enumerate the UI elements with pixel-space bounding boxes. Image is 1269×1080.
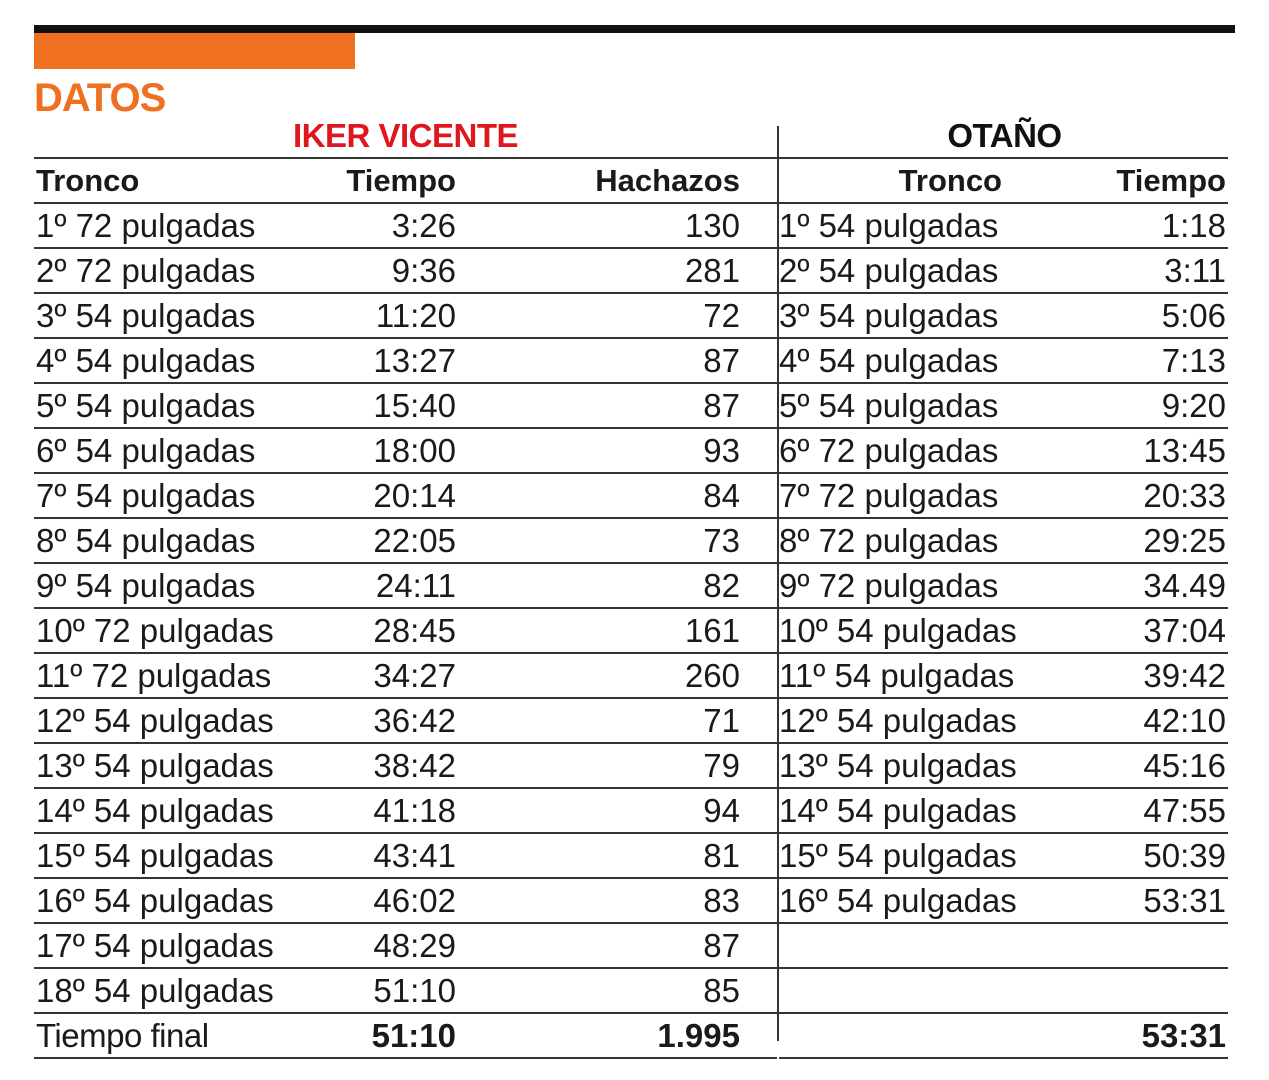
section-title: DATOS [34,76,166,120]
total-row [34,1014,777,1059]
header-tiempo: Tiempo [346,163,456,198]
cell-tronco: 5º 54 pulgadas [779,387,999,424]
empty-row [779,969,1228,1014]
table-row [34,699,777,744]
cell-tiempo: 46:02 [373,882,456,919]
cell-hachazos: 81 [703,837,740,874]
player1-name: IKER VICENTE [292,117,519,154]
cell-tiempo: 41:18 [373,792,456,829]
cell-tiempo: 3:11 [1164,252,1226,289]
cell-tronco: 15º 54 pulgadas [779,837,1017,874]
cell-tiempo: 13:45 [1143,432,1226,469]
cell-tronco: 7º 72 pulgadas [779,477,999,514]
cell-tronco: 16º 54 pulgadas [36,882,274,919]
cell-hachazos: 87 [703,927,740,964]
cell-tiempo: 24:11 [375,567,456,604]
table-header-row [779,159,1228,204]
cell-tiempo: 15:40 [373,387,456,424]
table-row [34,384,777,429]
cell-hachazos: 83 [703,882,740,919]
cell-hachazos: 130 [684,207,740,244]
table-row [779,699,1228,744]
cell-tiempo: 22:05 [373,522,456,559]
empty-row [779,924,1228,969]
table-row [34,969,777,1014]
table-row [34,879,777,924]
table-row [34,339,777,384]
cell-tronco: 11º 72 pulgadas [36,657,272,694]
cell-tiempo: 9:20 [1161,387,1226,424]
cell-tiempo: 43:41 [373,837,456,874]
cell-tronco: 7º 54 pulgadas [36,477,256,514]
cell-hachazos: 79 [703,747,740,784]
cell-tronco: 1º 72 pulgadas [36,207,256,244]
total-label: Tiempo final [36,1017,209,1054]
cell-tronco: 17º 54 pulgadas [36,927,274,964]
player1-table [34,157,777,1059]
cell-hachazos: 73 [703,522,740,559]
cell-tiempo: 50:39 [1143,837,1226,874]
table-row [34,924,777,969]
cell-tiempo: 47:55 [1143,792,1226,829]
cell-tronco: 3º 54 pulgadas [779,297,999,334]
cell-hachazos: 72 [703,297,740,334]
cell-tronco: 6º 54 pulgadas [36,432,256,469]
cell-tronco: 3º 54 pulgadas [36,297,256,334]
total-hachazos: 1.995 [657,1017,740,1054]
header-hachazos: Hachazos [595,163,740,198]
cell-tiempo: 1:18 [1161,207,1226,244]
table-row [34,744,777,789]
cell-tiempo: 5:06 [1161,297,1226,334]
table-row [779,294,1228,339]
cell-tiempo: 36:42 [373,702,456,739]
table-row [779,879,1228,924]
cell-tronco: 14º 54 pulgadas [779,792,1017,829]
cell-hachazos: 82 [703,567,740,604]
cell-tronco: 4º 54 pulgadas [36,342,256,379]
cell-tronco: 2º 72 pulgadas [36,252,256,289]
table-row [779,204,1228,249]
cell-tiempo: 38:42 [373,747,456,784]
table-row [779,609,1228,654]
cell-tiempo: 45:16 [1143,747,1226,784]
cell-tronco: 10º 72 pulgadas [36,612,274,649]
cell-hachazos: 260 [684,657,740,694]
cell-tronco: 18º 54 pulgadas [36,972,274,1009]
header-tronco: Tronco [898,163,1002,198]
cell-tronco: 4º 54 pulgadas [779,342,999,379]
cell-tronco: 16º 54 pulgadas [779,882,1017,919]
cell-hachazos: 93 [703,432,740,469]
cell-tiempo: 11:20 [375,297,456,334]
cell-tiempo: 29:25 [1143,522,1226,559]
table-row [779,654,1228,699]
cell-tronco: 12º 54 pulgadas [36,702,274,739]
cell-tiempo: 39:42 [1143,657,1226,694]
table-row [779,384,1228,429]
table-row [34,834,777,879]
cell-tronco: 11º 54 pulgadas [779,657,1015,694]
table-row [34,249,777,294]
cell-hachazos: 281 [684,252,740,289]
cell-tronco: 8º 54 pulgadas [36,522,256,559]
table-row [34,474,777,519]
header-tronco: Tronco [36,163,140,198]
table-row [34,519,777,564]
table-row [779,564,1228,609]
cell-tronco: 9º 72 pulgadas [779,567,999,604]
cell-tiempo: 51:10 [373,972,456,1009]
table-row [779,744,1228,789]
cell-hachazos: 71 [703,702,740,739]
cell-hachazos: 84 [703,477,740,514]
table-header-row [34,159,777,204]
cell-tronco: 8º 72 pulgadas [779,522,999,559]
cell-tronco: 12º 54 pulgadas [779,702,1017,739]
table-row [779,249,1228,294]
table-row [779,789,1228,834]
table-row [34,789,777,834]
player2-table [779,157,1228,1059]
table-row [779,474,1228,519]
table-row [34,294,777,339]
cell-tiempo: 9:36 [391,252,456,289]
table-row [34,204,777,249]
cell-tronco: 14º 54 pulgadas [36,792,274,829]
table-row [779,519,1228,564]
cell-tiempo: 34:27 [373,657,456,694]
cell-tiempo: 20:33 [1143,477,1226,514]
cell-tiempo: 48:29 [373,927,456,964]
cell-tronco: 1º 54 pulgadas [779,207,999,244]
cell-tronco: 9º 54 pulgadas [36,567,256,604]
table-row [779,429,1228,474]
cell-tiempo: 37:04 [1143,612,1226,649]
cell-tiempo: 28:45 [373,612,456,649]
table-row [34,564,777,609]
table-row [779,834,1228,879]
cell-tiempo: 20:14 [373,477,456,514]
cell-hachazos: 85 [703,972,740,1009]
cell-tronco: 10º 54 pulgadas [779,612,1017,649]
cell-tiempo: 42:10 [1143,702,1226,739]
cell-tronco: 2º 54 pulgadas [779,252,999,289]
table-row [779,339,1228,384]
cell-hachazos: 87 [703,387,740,424]
player2-name: OTAÑO [947,117,1062,154]
cell-tronco: 13º 54 pulgadas [36,747,274,784]
cell-tronco: 6º 72 pulgadas [779,432,999,469]
total-tiempo: 53:31 [1141,1017,1226,1054]
cell-tronco: 15º 54 pulgadas [36,837,274,874]
cell-tiempo: 3:26 [391,207,456,244]
cell-hachazos: 87 [703,342,740,379]
header-tiempo: Tiempo [1116,163,1226,198]
cell-tiempo: 7:13 [1161,342,1226,379]
cell-tronco: 13º 54 pulgadas [779,747,1017,784]
table-row [34,429,777,474]
cell-hachazos: 161 [684,612,740,649]
cell-tiempo: 13:27 [373,342,456,379]
table-row [34,609,777,654]
total-tiempo: 51:10 [371,1017,456,1054]
total-row [779,1014,1228,1059]
cell-tiempo: 53:31 [1143,882,1226,919]
cell-tronco: 5º 54 pulgadas [36,387,256,424]
cell-tiempo: 18:00 [373,432,456,469]
table-row [34,654,777,699]
top-rule [34,25,1235,33]
cell-hachazos: 94 [703,792,740,829]
cell-tiempo: 34.49 [1143,567,1226,604]
accent-bar [34,33,355,69]
